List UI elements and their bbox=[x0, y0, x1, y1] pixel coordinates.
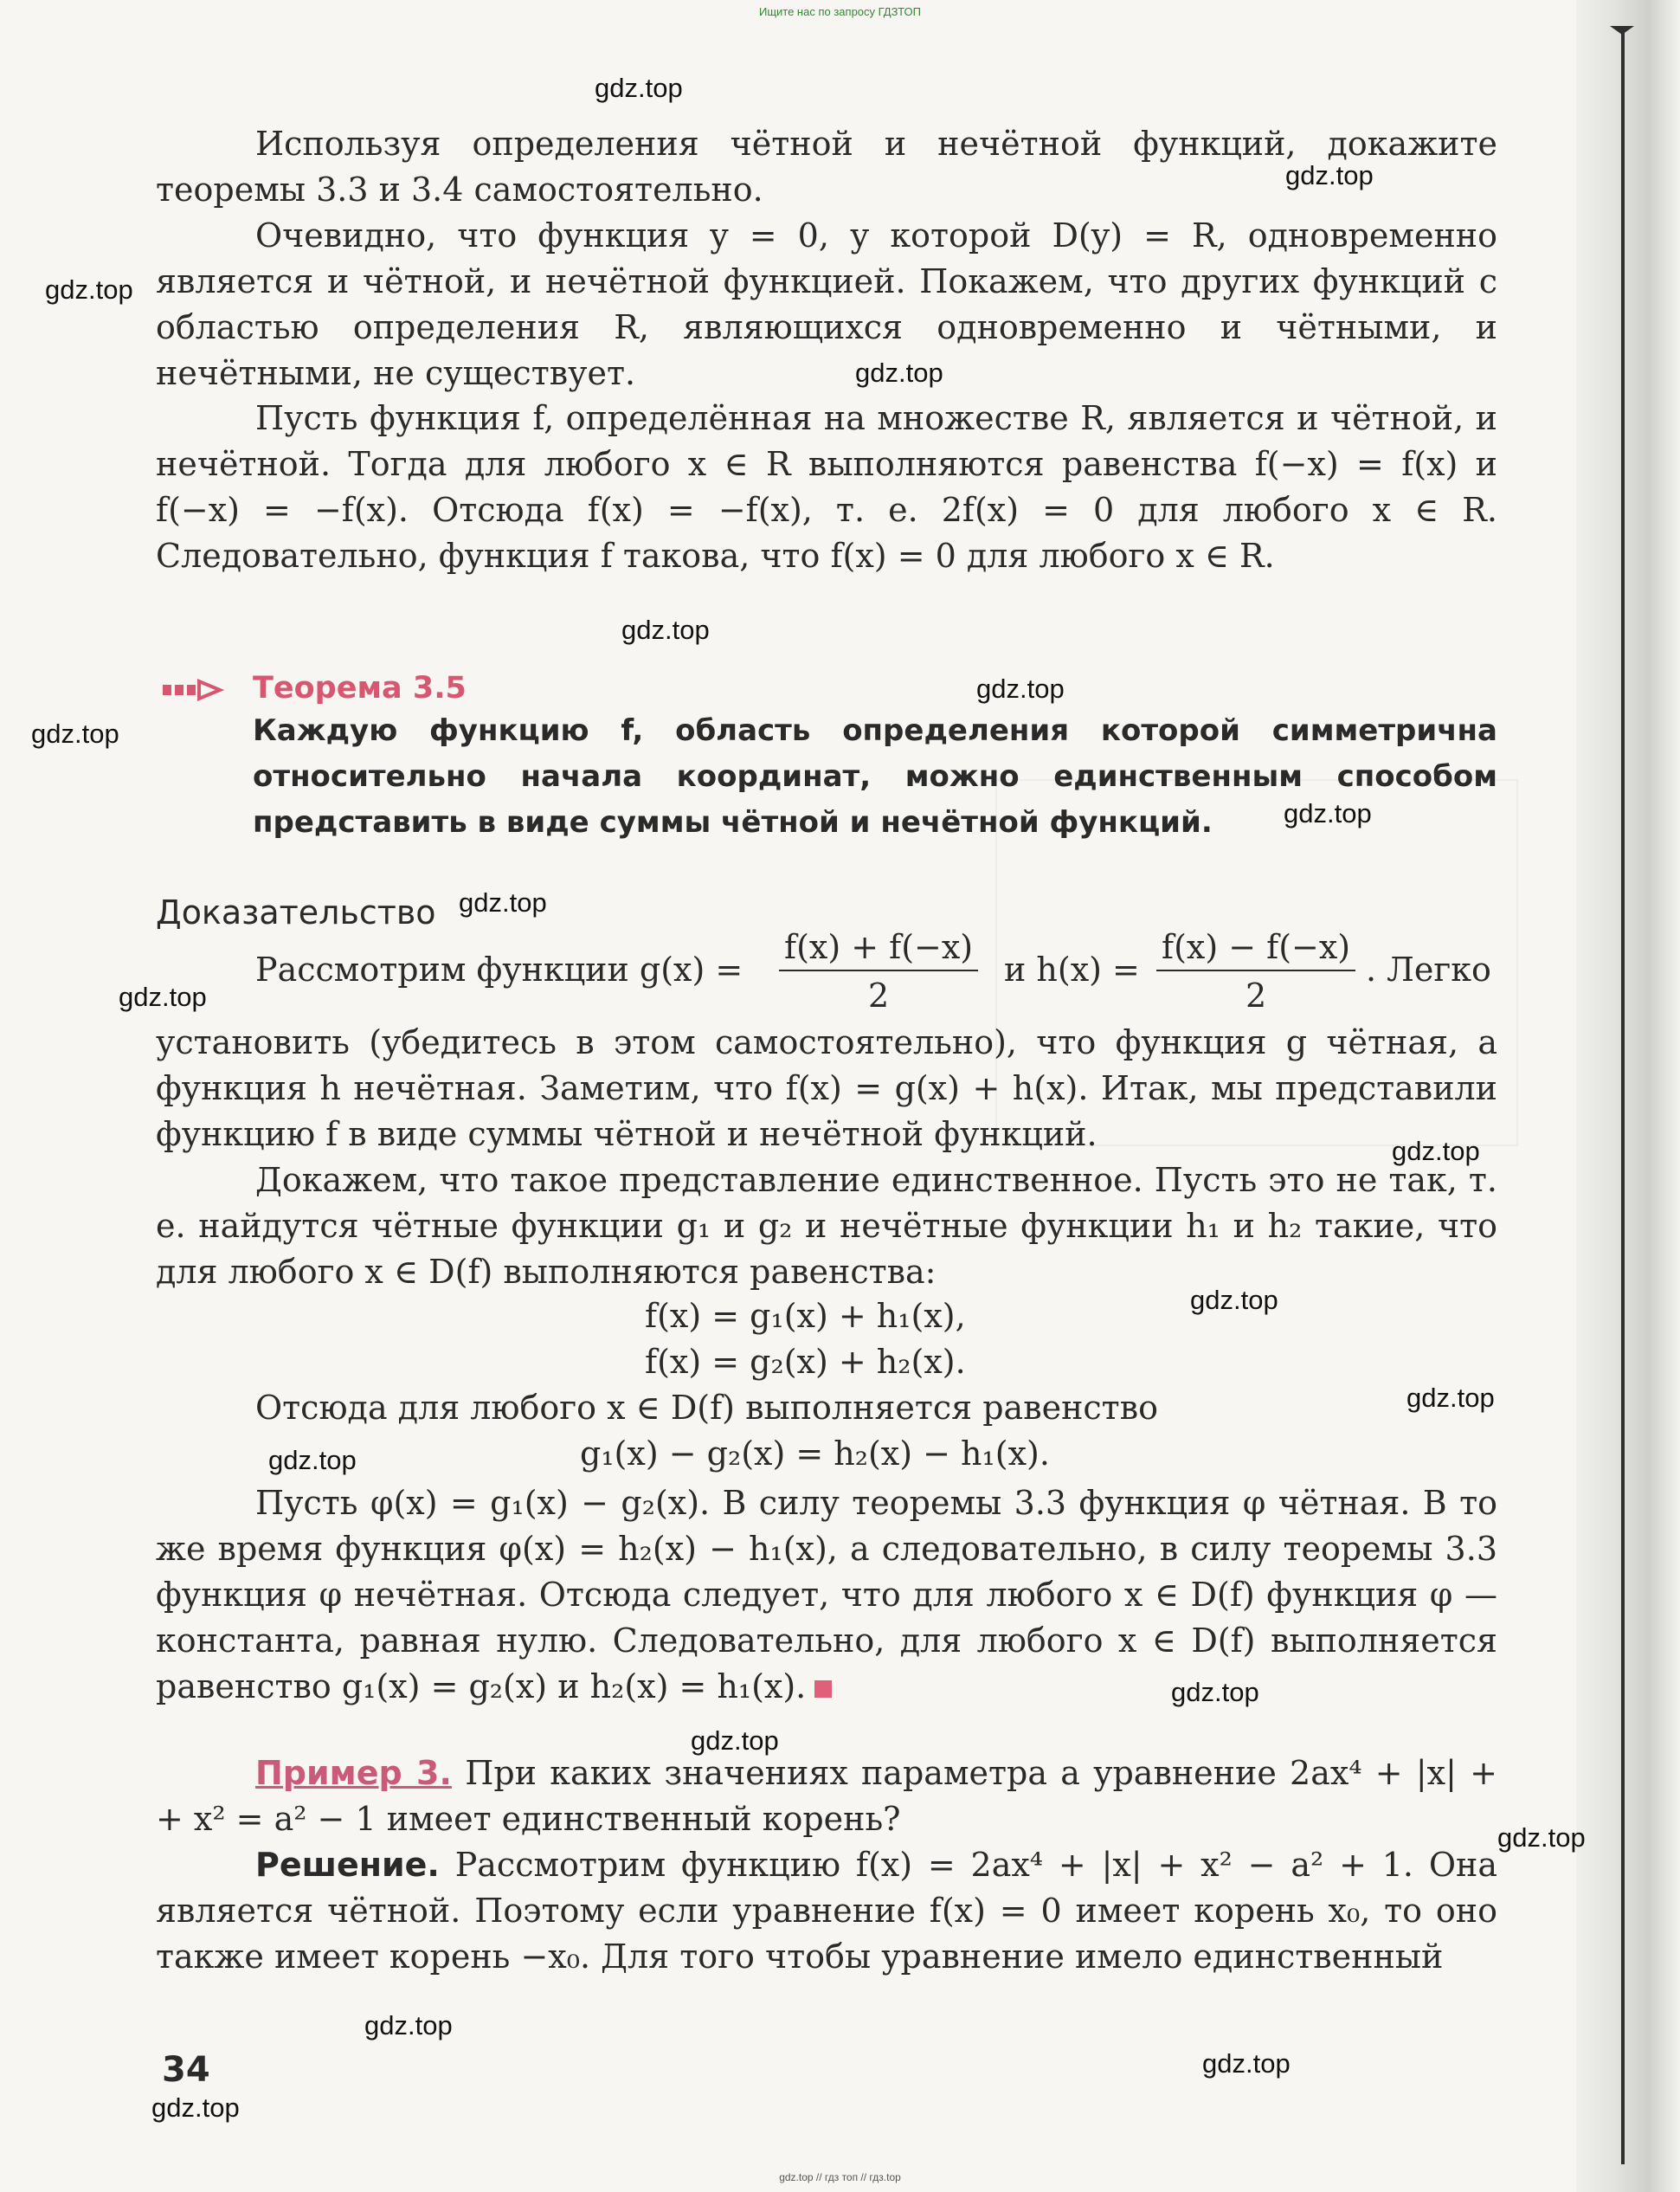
watermark: gdz.top bbox=[1171, 1677, 1259, 1707]
watermark: gdz.top bbox=[364, 2010, 453, 2040]
hence-line: Отсюда для любого x ∈ D(f) выполняется равенство bbox=[255, 1389, 1158, 1427]
equation-3: g₁(x) − g₂(x) = h₂(x) − h₁(x). bbox=[580, 1434, 1050, 1473]
watermark: gdz.top bbox=[595, 73, 683, 103]
paragraph-exercise: Используя определения чётной и нечётной функций, докажите теоремы 3.3 и 3.4 самостоятельно. bbox=[156, 125, 1497, 209]
paragraph-uniqueness: Докажем, что такое представление единственное. Пусть это не так, т. е. найдутся чётные функции g₁ и g₂ и нечётные функции h₁ и h₂ такие, что для любого x ∈ D(f) выполняются равенства: bbox=[156, 1161, 1497, 1291]
easy-text: . Легко bbox=[1366, 951, 1491, 989]
watermark: gdz.top bbox=[1284, 798, 1372, 828]
proof-intro: Рассмотрим функции g(x) = bbox=[255, 951, 743, 989]
paragraph-zero-function: Очевидно, что функция y = 0, у которой D(y) = R, одновременно является и чётной, и нечётной функцией. Покажем, что других функций с областью определения R, являющихся одновременно и чётными, и нечётными, не существует. bbox=[156, 216, 1497, 392]
watermark: gdz.top bbox=[1392, 1136, 1480, 1166]
example-solution bbox=[156, 1842, 1497, 1980]
proof-title: Доказательство bbox=[156, 893, 436, 932]
watermark: gdz.top bbox=[119, 982, 207, 1012]
watermark: gdz.top bbox=[45, 274, 133, 305]
bottom-note: gdz.top // гдз топ // гдз.top bbox=[779, 2171, 901, 2183]
fraction-g-numerator: f(x) + f(−x) bbox=[779, 928, 978, 971]
solution-text: Рассмотрим функцию f(x) = 2ax⁴ + |x| + x² − a² + 1. Она является чётной. Поэтому если уравнение f(x) = 0 имеет корень x₀, то оно также имеет корень −x₀. Для того чтобы уравнение имело единственный bbox=[156, 1846, 1497, 1976]
paragraph-phi bbox=[156, 1480, 1497, 1710]
watermark: gdz.top bbox=[621, 615, 710, 645]
fraction-h-denominator: 2 bbox=[1245, 977, 1267, 1015]
example-question-text: При каких значениях параметра a уравнение 2ax⁴ + |x| + + x² = a² − 1 имеет единственный корень? bbox=[156, 1754, 1497, 1838]
watermark: gdz.top bbox=[976, 674, 1065, 704]
watermark: gdz.top bbox=[855, 358, 943, 388]
paragraph-even-odd: установить (убедитесь в этом самостоятельно), что функция g чётная, а функция h нечётная. Заметим, что f(x) = g(x) + h(x). Итак, мы представили функцию f в виде суммы чётной и нечётной функций. bbox=[156, 1023, 1497, 1153]
theorem-arrow-icon bbox=[163, 678, 232, 704]
binding-line bbox=[1621, 26, 1625, 2164]
watermark: gdz.top bbox=[1202, 2048, 1291, 2079]
watermark: gdz.top bbox=[691, 1725, 779, 1756]
theorem-body: Каждую функцию f, область определения которой симметрична относительно начала координат, можно единственным способом представить в виде суммы чётной и нечётной функций. bbox=[253, 713, 1497, 840]
watermark: gdz.top bbox=[268, 1445, 357, 1475]
watermark: gdz.top bbox=[459, 887, 547, 918]
watermark: gdz.top bbox=[1190, 1285, 1278, 1315]
equation-2: f(x) = g₂(x) + h₂(x). bbox=[645, 1343, 966, 1381]
watermark: gdz.top bbox=[31, 719, 119, 749]
paragraph-phi-text: Пусть φ(x) = g₁(x) − g₂(x). В силу теоремы 3.3 функция φ чётная. В то же время функция φ(x) = h₂(x) − h₁(x), а следовательно, в силу теоремы 3.3 функция φ нечётная. Отсюда следует, что для любого x ∈ D(f) функция φ — константа, равная нулю. Следовательно, для любого x ∈ D(f) выполняется равенство g₁(x) = g₂(x) и h₂(x) = h₁(x). bbox=[156, 1484, 1497, 1705]
and-h-text: и h(x) = bbox=[1004, 951, 1140, 989]
page-number: 34 bbox=[162, 2050, 210, 2090]
fraction-h-numerator: f(x) − f(−x) bbox=[1156, 928, 1355, 971]
top-note: Ищите нас по запросу ГДЗТОП bbox=[758, 5, 921, 18]
fraction-h bbox=[1156, 928, 1355, 1015]
paragraph-proof-zero: Пусть функция f, определённая на множестве R, является и чётной, и нечётной. Тогда для любого x ∈ R выполняются равенства f(−x) = f(x) и f(−x) = −f(x). Отсюда f(x) = −f(x), т. е. 2f(x) = 0 для любого x ∈ R. Следовательно, функция f такова, что f(x) = 0 для любого x ∈ R. bbox=[156, 399, 1497, 575]
watermark: gdz.top bbox=[1285, 160, 1374, 190]
example-label: Пример 3. bbox=[255, 1754, 452, 1792]
watermark: gdz.top bbox=[1406, 1383, 1495, 1413]
equation-1: f(x) = g₁(x) + h₁(x), bbox=[645, 1297, 966, 1335]
solution-label: Решение. bbox=[255, 1846, 440, 1884]
example-question bbox=[156, 1750, 1497, 1842]
watermark: gdz.top bbox=[151, 2092, 240, 2123]
fraction-g-denominator: 2 bbox=[867, 977, 890, 1015]
page-edge-shadow bbox=[1576, 0, 1680, 2192]
qed-square-icon bbox=[814, 1680, 832, 1698]
fraction-g bbox=[779, 928, 978, 1015]
watermark: gdz.top bbox=[1497, 1822, 1586, 1853]
theorem-title: Теорема 3.5 bbox=[253, 671, 467, 706]
